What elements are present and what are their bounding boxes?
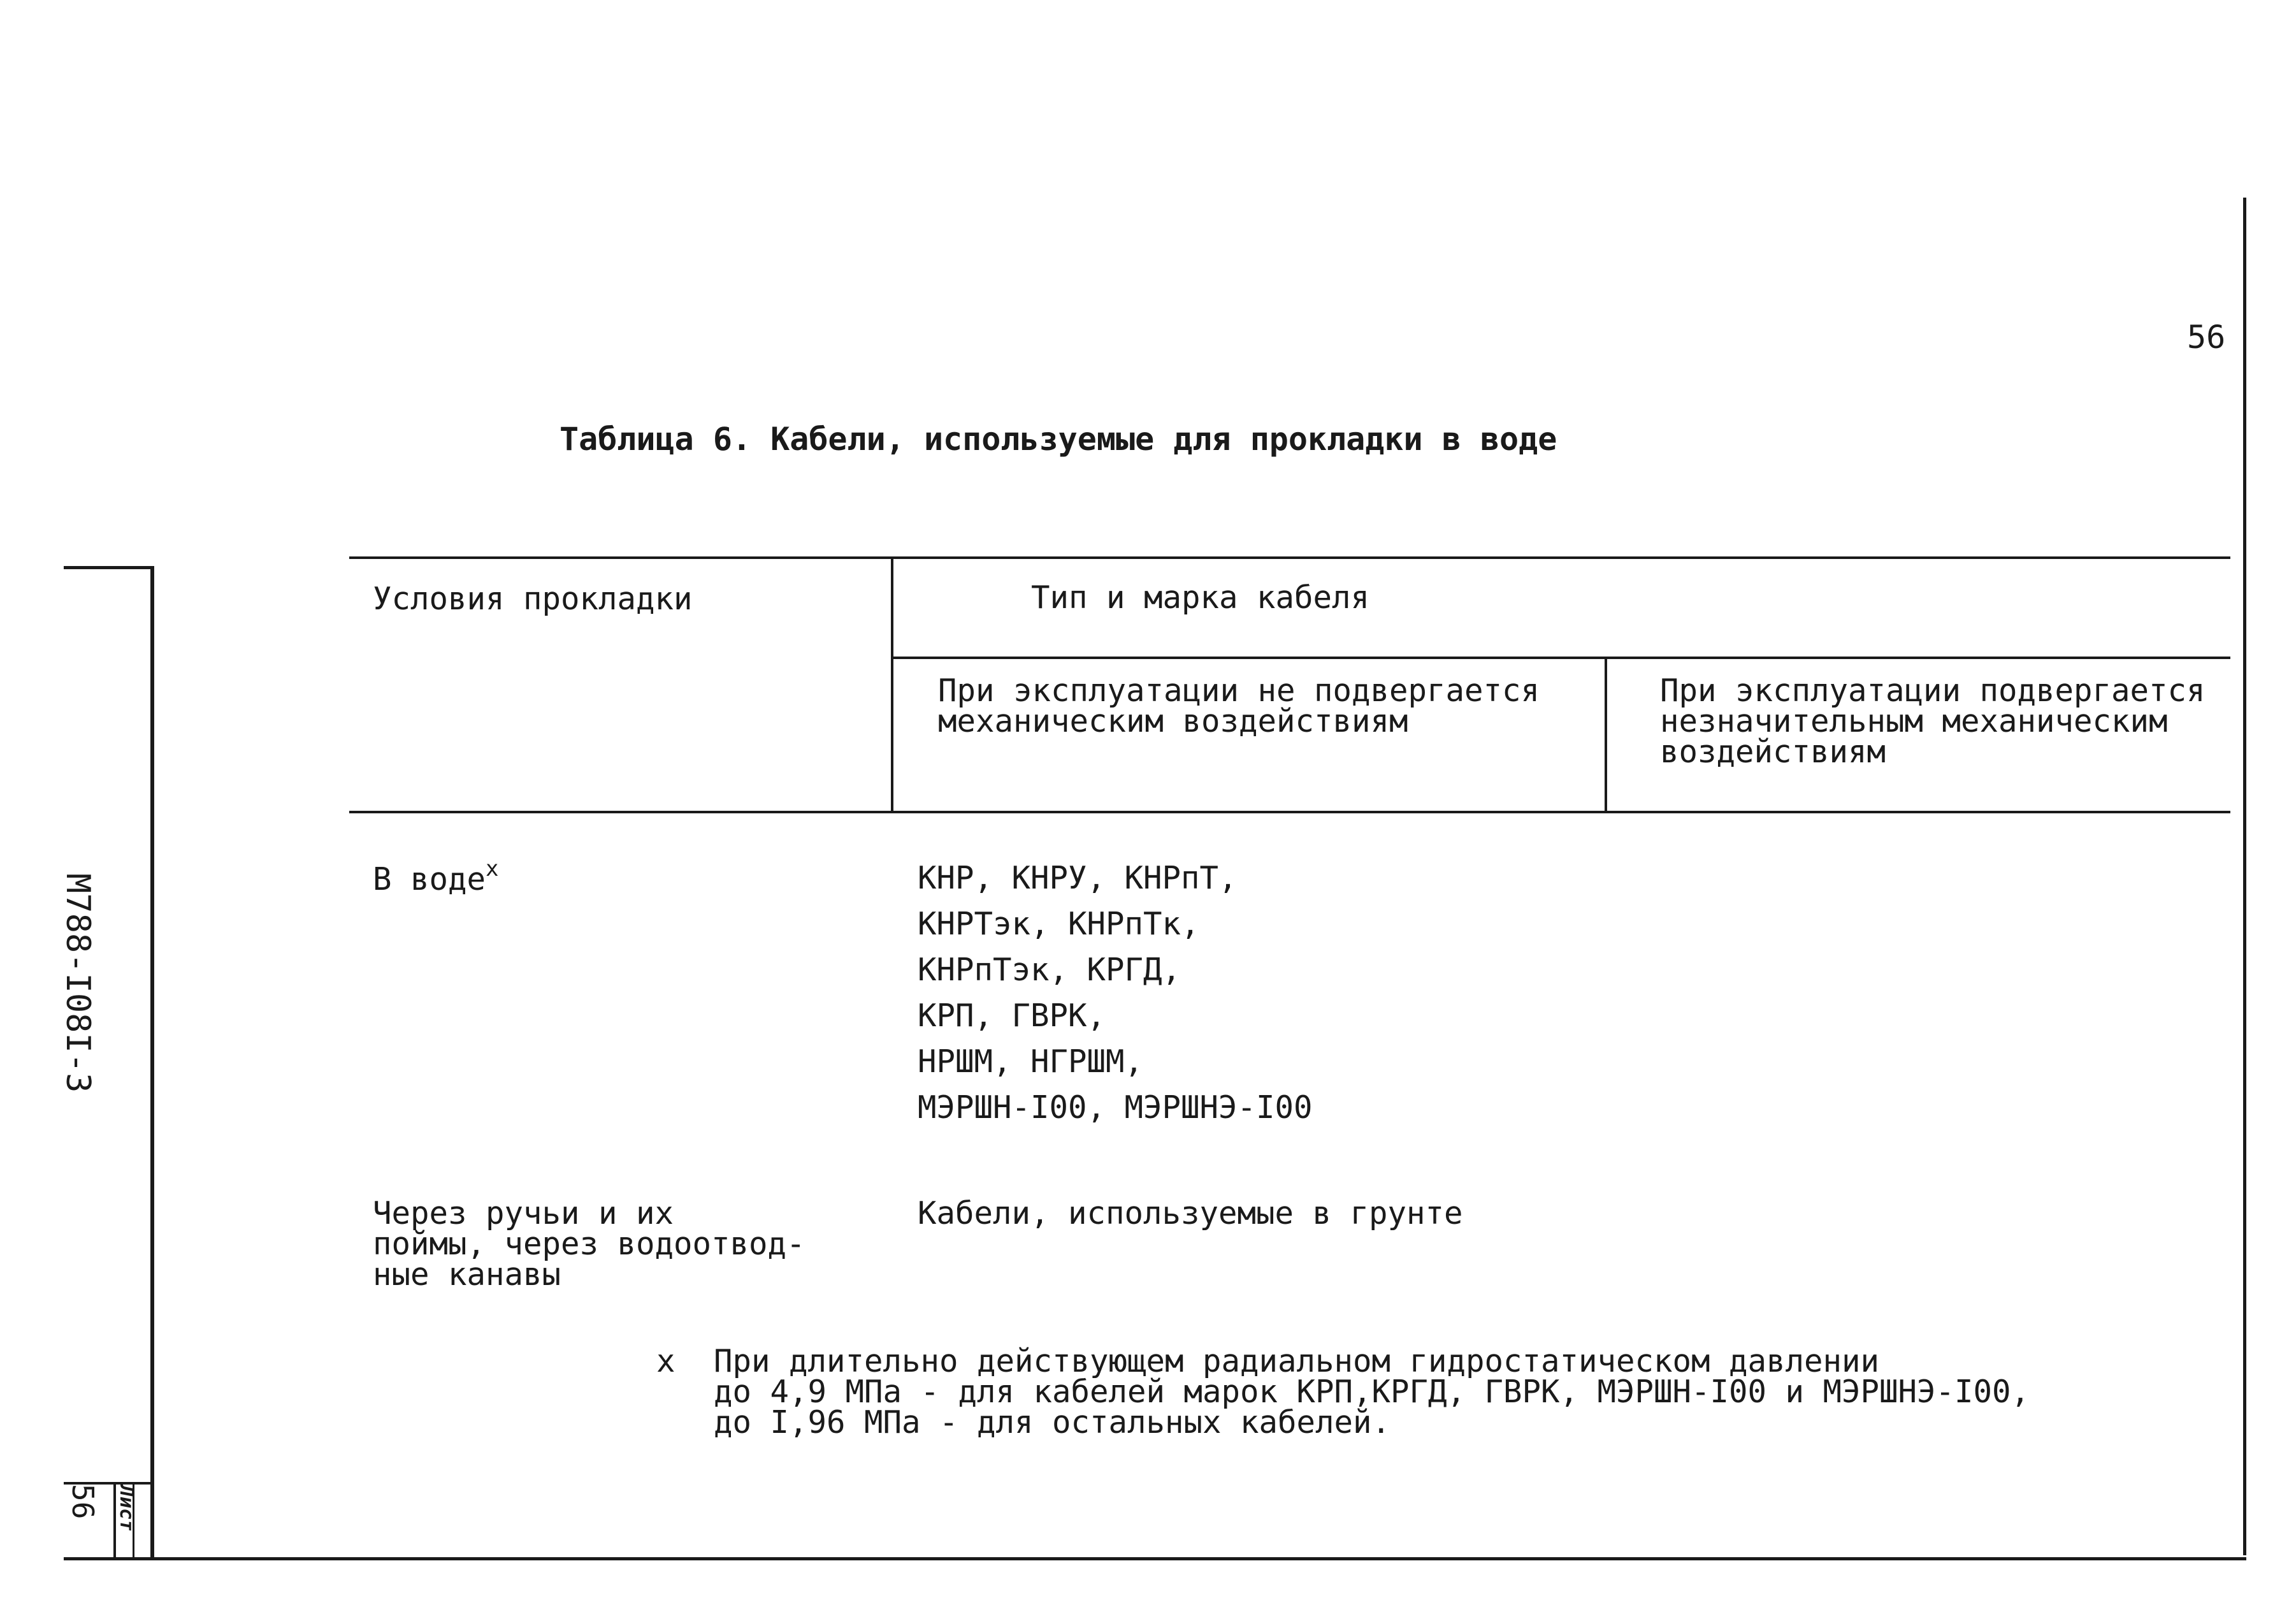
header-no-mechanical: При эксплуатации не подвергается механическим воздействиям	[938, 672, 1540, 739]
list-item: МЭРШН-I00, МЭРШНЭ-I00	[918, 1089, 1313, 1126]
footnote-line: до 4,9 МПа - для кабелей марок КРП,КРГД, ГВРК, МЭРШН-I00 и МЭРШНЭ-I00,	[714, 1374, 2030, 1410]
list-item: КНРпТэк, КРГД,	[918, 952, 1181, 988]
table-col2-divider	[1605, 657, 1607, 813]
table-header-bottom-rule	[349, 811, 2230, 813]
table-top-rule	[349, 556, 2230, 559]
right-border	[2243, 198, 2246, 1555]
sheet-label: Лист	[115, 1485, 138, 1532]
footnote-mark: x	[656, 1343, 675, 1379]
footnote-line: При длительно действующем радиальном гидростатическом давлении	[714, 1343, 1880, 1379]
document-code: М788-I08I-3	[59, 873, 97, 1093]
left-border-top	[64, 566, 154, 569]
table-title: Таблица 6. Кабели, используемые для прокладки в воде	[560, 421, 1557, 458]
row-water-brands	[918, 855, 1313, 1131]
footnote-reference: x	[486, 856, 499, 882]
row-condition-water: В воде$^x$	[373, 856, 499, 897]
table-col1-divider	[891, 556, 893, 813]
list-item: КНР, КНРУ, КНРпТ,	[918, 860, 1238, 896]
bottom-border	[64, 1557, 2246, 1560]
list-item: НРШМ, НГРШМ,	[918, 1043, 1144, 1080]
table-sub-header-rule	[893, 657, 2230, 659]
sheet-number: 56	[66, 1484, 100, 1520]
header-cable-type: Тип и марка кабеля	[1031, 579, 1370, 616]
list-item: КРП, ГВРК,	[918, 998, 1106, 1034]
list-item: КНРТэк, КНРпТк,	[918, 906, 1200, 942]
row-condition-streams: Через ручьи и их поймы, через водоотвод- ные канавы	[373, 1195, 805, 1293]
left-border	[150, 567, 154, 1558]
header-conditions: Условия прокладки	[373, 581, 693, 617]
row-streams-brands: Кабели, используемые в грунте	[918, 1195, 1463, 1231]
page-number: 56	[2187, 319, 2226, 356]
footnote-line: до I,96 МПа - для остальных кабелей.	[714, 1404, 1391, 1441]
header-minor-mechanical: При эксплуатации подвергается незначительным механическим воздействиям	[1660, 672, 2206, 770]
